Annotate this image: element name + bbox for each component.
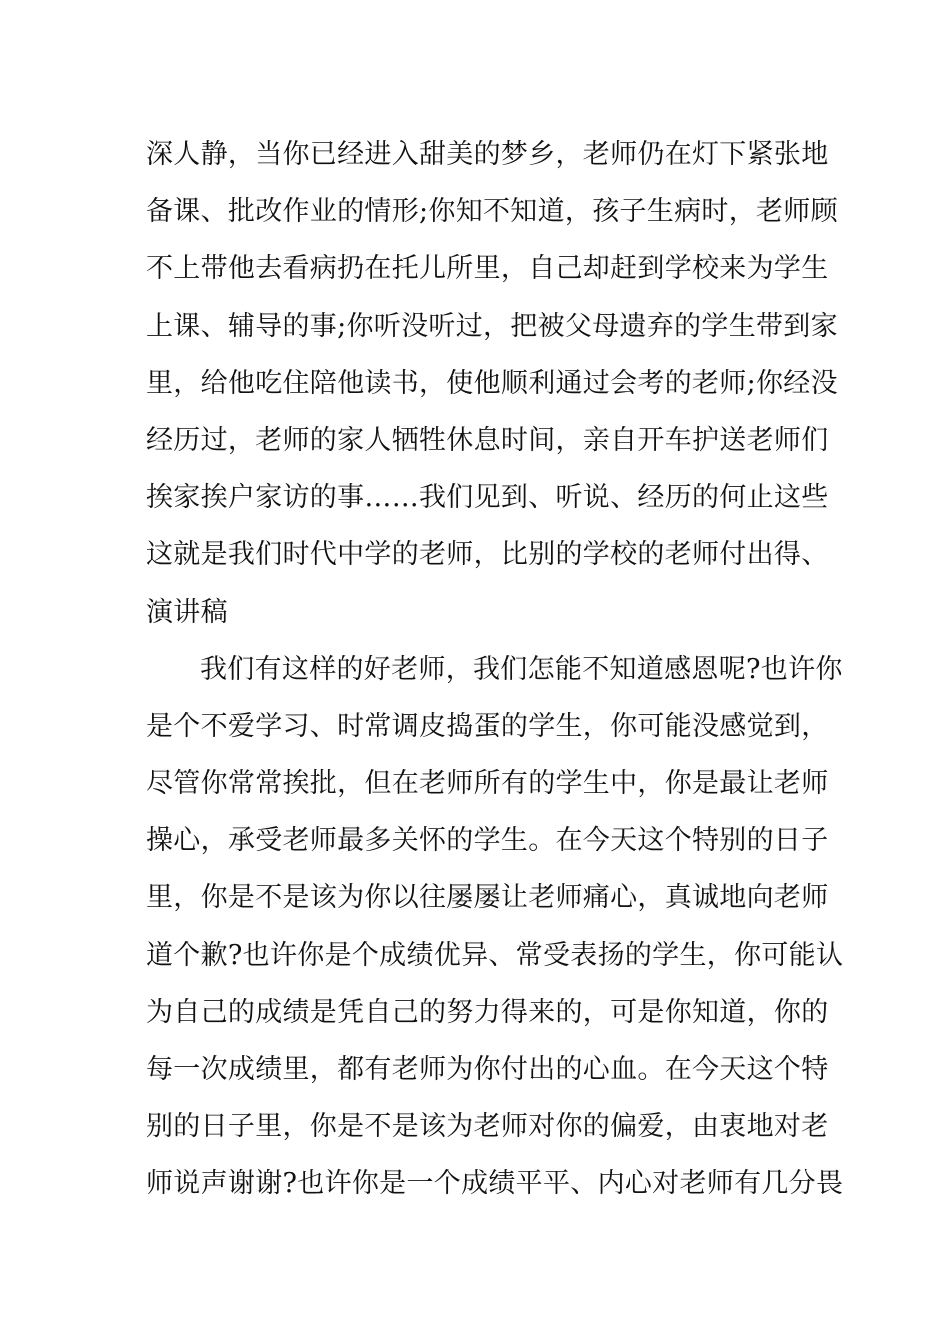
text-line: 不上带他去看病扔在托儿所里，自己却赶到学校来为学生 xyxy=(146,253,829,285)
text-line: 演讲稿 xyxy=(146,596,228,628)
text-line: 是个不爱学习、时常调皮捣蛋的学生，你可能没感觉到， xyxy=(146,710,829,742)
text-line: 上课、辅导的事;你听没听过，把被父母遗弃的学生带到家 xyxy=(146,310,838,342)
text-line: 深人静，当你已经进入甜美的梦乡，老师仍在灯下紧张地 xyxy=(146,139,829,170)
paragraph-first-line: 我们有这样的好老师，我们怎能不知道感恩呢?也许你 xyxy=(200,653,843,685)
text-line: 经历过，老师的家人牺牲休息时间，亲自开车护送老师们 xyxy=(146,424,829,456)
text-line: 每一次成绩里，都有老师为你付出的心血。在今天这个特 xyxy=(146,1054,829,1085)
text-line: 挨家挨户家访的事……我们见到、听说、经历的何止这些 xyxy=(146,482,829,514)
text-line: 里，给他吃住陪他读书，使他顺利通过会考的老师;你经没 xyxy=(146,367,838,399)
text-line: 里，你是不是该为你以往屡屡让老师痛心，真诚地向老师 xyxy=(146,882,829,914)
body-text xyxy=(146,126,844,1213)
text-line: 师说声谢谢?也许你是一个成绩平平、内心对老师有几分畏 xyxy=(146,1168,844,1200)
text-line: 为自己的成绩是凭自己的努力得来的，可是你知道，你的 xyxy=(146,996,829,1028)
text-line: 别的日子里，你是不是该为老师对你的偏爱，由衷地对老 xyxy=(146,1111,829,1143)
text-line: 备课、批改作业的情形;你知不知道，孩子生病时，老师顾 xyxy=(146,196,838,228)
text-line: 道个歉?也许你是个成绩优异、常受表扬的学生，你可能认 xyxy=(146,939,844,971)
text-line: 尽管你常常挨批，但在老师所有的学生中，你是最让老师 xyxy=(146,768,829,800)
text-line: 这就是我们时代中学的老师，比别的学校的老师付出得、 xyxy=(146,539,829,571)
text-line: 操心，承受老师最多关怀的学生。在今天这个特别的日子 xyxy=(146,825,829,857)
